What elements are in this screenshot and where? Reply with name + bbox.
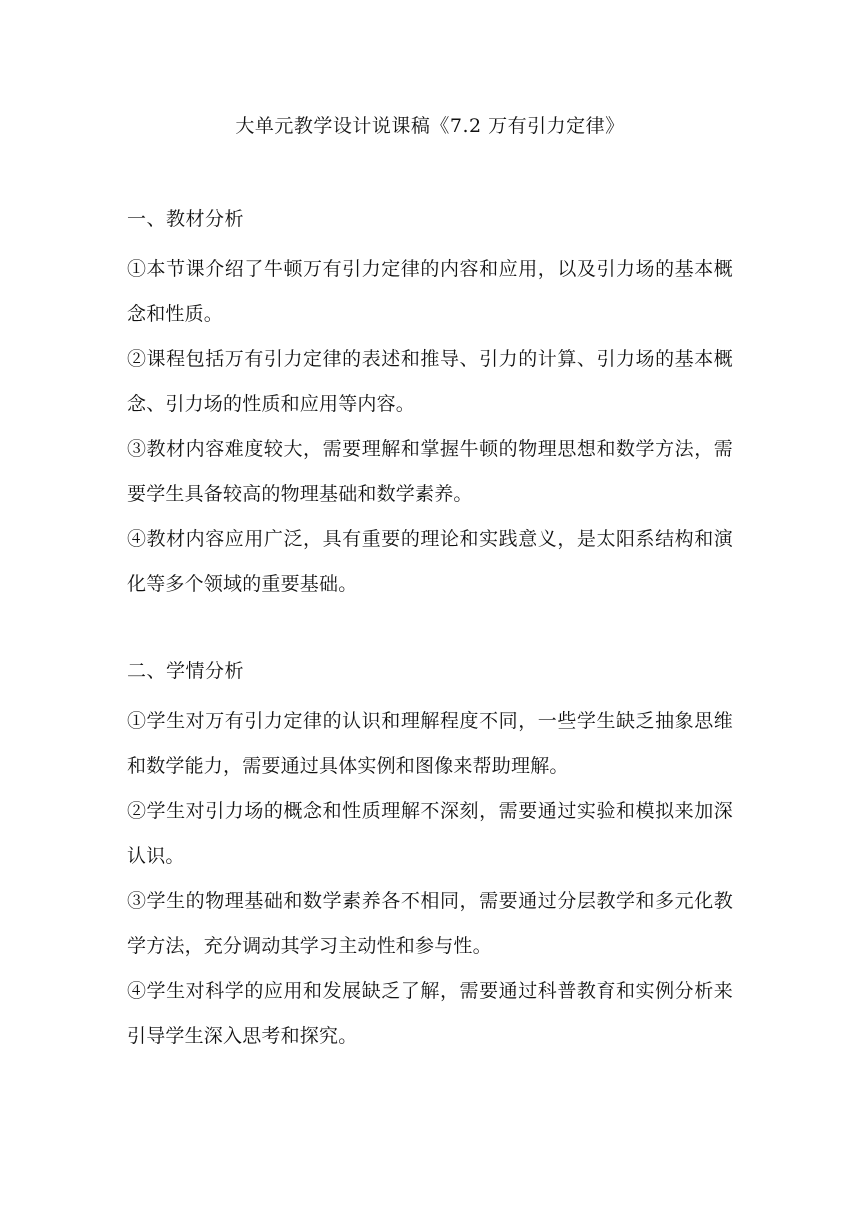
document-body: [127, 203, 733, 1059]
paragraph-item: ①学生对万有引力定律的认识和理解程度不同，一些学生缺乏抽象思维和数学能力，需要通过具体实例和图像来帮助理解。: [127, 710, 733, 777]
section-heading: 一、教材分析: [127, 208, 245, 230]
section-learner-analysis: [127, 655, 733, 1059]
paragraph-item: ④教材内容应用广泛，具有重要的理论和实践意义，是太阳系结构和演化等多个领域的重要基础。: [127, 528, 733, 595]
section-heading: 二、学情分析: [127, 660, 245, 682]
section-textbook-analysis: [127, 203, 733, 607]
document-title: 大单元教学设计说课稿《7.2 万有引力定律》: [235, 115, 625, 137]
paragraph-item: ②学生对引力场的概念和性质理解不深刻，需要通过实验和模拟来加深认识。: [127, 800, 733, 867]
paragraph-item: ③教材内容难度较大，需要理解和掌握牛顿的物理思想和数学方法，需要学生具备较高的物理基础和数学素养。: [127, 438, 733, 505]
paragraph-item: ②课程包括万有引力定律的表述和推导、引力的计算、引力场的基本概念、引力场的性质和应用等内容。: [127, 348, 733, 415]
paragraph-item: ④学生对科学的应用和发展缺乏了解，需要通过科普教育和实例分析来引导学生深入思考和探究。: [127, 980, 733, 1047]
paragraph-item: ①本节课介绍了牛顿万有引力定律的内容和应用，以及引力场的基本概念和性质。: [127, 258, 733, 325]
paragraph-item: ③学生的物理基础和数学素养各不相同，需要通过分层教学和多元化教学方法，充分调动其学习主动性和参与性。: [127, 890, 733, 957]
